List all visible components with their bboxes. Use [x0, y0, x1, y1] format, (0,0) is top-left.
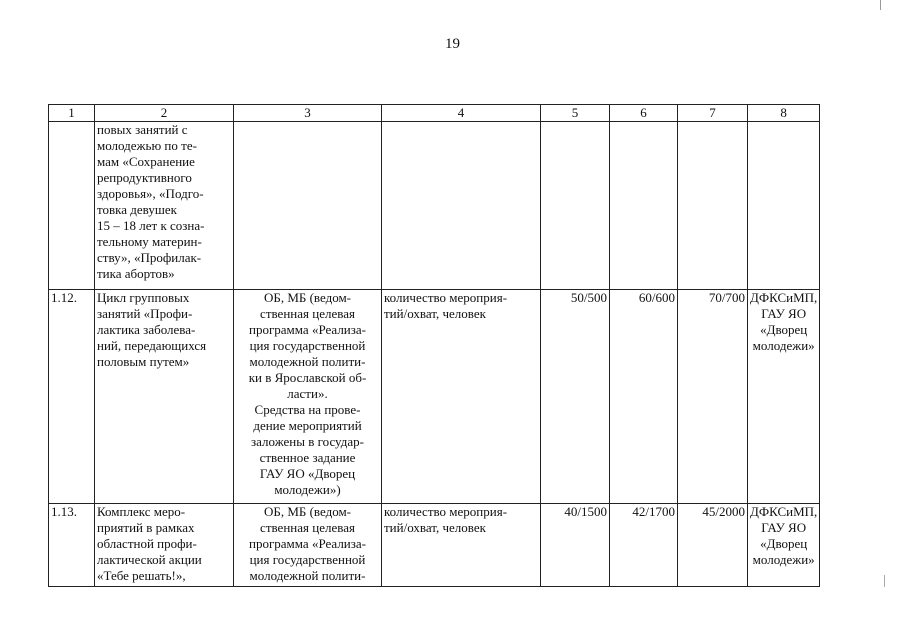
row-number: 1.13. — [49, 504, 95, 587]
column-header: 8 — [748, 105, 820, 122]
indicator — [382, 122, 541, 290]
row-number: 1.12. — [49, 290, 95, 504]
value-col-6: 60/600 — [610, 290, 678, 504]
measures-table — [48, 104, 820, 587]
executor: ДФКСиМП, ГАУ ЯО «Дворец молодежи» — [748, 504, 820, 587]
indicator: количество мероприя- тий/охват, человек — [382, 504, 541, 587]
funding-source — [234, 122, 382, 290]
value-col-7: 70/700 — [678, 290, 748, 504]
value-col-5: 50/500 — [541, 290, 610, 504]
value-col-5 — [541, 122, 610, 290]
value-col-6 — [610, 122, 678, 290]
column-header: 5 — [541, 105, 610, 122]
value-col-6: 42/1700 — [610, 504, 678, 587]
event-name: Цикл групповых занятий «Профи- лактика заболева- ний, передающихся половым путем» — [95, 290, 234, 504]
header-row — [49, 105, 820, 122]
table-row — [49, 290, 820, 504]
executor — [748, 122, 820, 290]
table-row — [49, 504, 820, 587]
column-header: 7 — [678, 105, 748, 122]
funding-source: ОБ, МБ (ведом- ственная целевая программа «Реализа- ция государственной молодежной полити- ки в Ярославской об- ласти». Средства на прове- дение мероприятий заложены в государ- ственное задание ГАУ ЯО «Дворец молодежи») — [234, 290, 382, 504]
indicator: количество мероприя- тий/охват, человек — [382, 290, 541, 504]
page-number: 19 — [445, 36, 460, 52]
scan-mark — [880, 0, 881, 10]
funding-source: ОБ, МБ (ведом- ственная целевая программа «Реализа- ция государственной молодежной полити- — [234, 504, 382, 587]
column-header: 4 — [382, 105, 541, 122]
column-header: 2 — [95, 105, 234, 122]
value-col-7 — [678, 122, 748, 290]
event-name: повых занятий с молодежью по те- мам «Сохранение репродуктивного здоровья», «Подго- товка девушек 15 – 18 лет к созна- тельному материн- ству», «Профилак- тика абортов» — [95, 122, 234, 290]
value-col-5: 40/1500 — [541, 504, 610, 587]
scan-mark — [884, 575, 885, 587]
table-row — [49, 122, 820, 290]
column-header: 6 — [610, 105, 678, 122]
column-header: 1 — [49, 105, 95, 122]
column-header: 3 — [234, 105, 382, 122]
row-number — [49, 122, 95, 290]
event-name: Комплекс меро- приятий в рамках областной профи- лактической акции «Тебе решать!», — [95, 504, 234, 587]
value-col-7: 45/2000 — [678, 504, 748, 587]
executor: ДФКСиМП, ГАУ ЯО «Дворец молодежи» — [748, 290, 820, 504]
